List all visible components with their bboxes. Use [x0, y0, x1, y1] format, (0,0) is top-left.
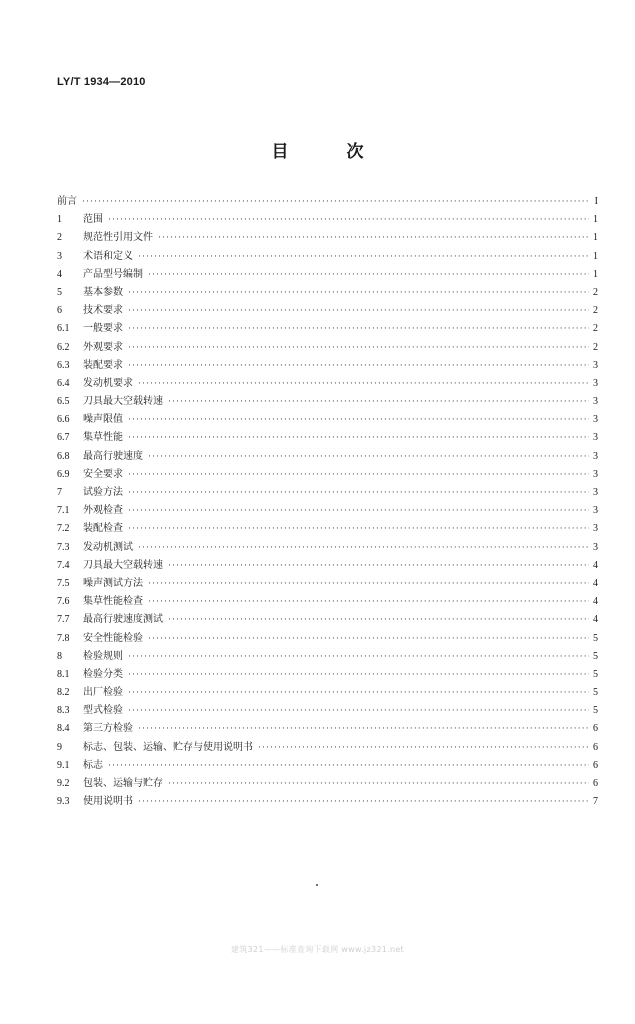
toc-entry-label: 刀具最大空载转速 [83, 396, 163, 408]
toc-entry-number: 6.1 [57, 323, 70, 335]
toc-entry-label: 安全要求 [83, 468, 123, 480]
toc-entry [57, 701, 598, 719]
toc-dot-leader [148, 574, 589, 592]
toc-entry [57, 592, 598, 610]
toc-entry-number: 9.3 [57, 796, 70, 808]
toc-entry [57, 356, 598, 374]
toc-entry-label: 检验分类 [83, 668, 123, 680]
toc-entry-number: 6.2 [57, 341, 70, 353]
toc-dot-leader [138, 792, 589, 810]
toc-entry-label: 装配要求 [83, 359, 123, 371]
toc-entry-page: 5 [593, 687, 598, 699]
toc-dot-leader [128, 356, 589, 374]
toc-entry [57, 319, 598, 337]
toc-dot-leader [128, 465, 589, 483]
toc-dot-leader [128, 338, 589, 356]
toc-entry [57, 228, 598, 246]
toc-entry-number: 7.7 [57, 614, 70, 626]
toc-entry [57, 719, 598, 737]
toc-entry-label: 外观要求 [83, 341, 123, 353]
toc-entry [57, 428, 598, 446]
toc-entry-page: 3 [593, 505, 598, 517]
scan-speck [316, 884, 318, 886]
toc-dot-leader [168, 556, 589, 574]
toc-entry-page: 4 [593, 577, 598, 589]
toc-dot-leader [128, 301, 589, 319]
toc-entry-label: 最高行驶速度测试 [83, 614, 163, 626]
toc-entry-number: 6.6 [57, 414, 70, 426]
toc-entry-page: 1 [593, 250, 598, 262]
toc-entry-label: 第三方检验 [83, 723, 133, 735]
toc-entry [57, 374, 598, 392]
toc-dot-leader [128, 410, 589, 428]
toc-dot-leader [128, 683, 589, 701]
toc-dot-leader [82, 192, 589, 210]
toc-entry-page: 3 [593, 396, 598, 408]
toc-dot-leader [168, 610, 589, 628]
toc-dot-leader [128, 283, 589, 301]
toc-entry-label: 包装、运输与贮存 [83, 778, 163, 789]
toc-entry-number: 9.2 [57, 778, 70, 789]
toc-entry-number: 6.4 [57, 377, 70, 389]
toc-entry-label: 标志、包装、运输、贮存与使用说明书 [83, 741, 253, 753]
toc-entry [57, 519, 598, 537]
toc-entry-label: 集草性能检查 [83, 596, 143, 608]
toc-entry-page: 1 [593, 214, 598, 226]
toc-entry-page: 3 [593, 487, 598, 498]
toc-entry-label: 外观检查 [83, 505, 123, 517]
toc-entry-label: 出厂检验 [83, 687, 123, 699]
toc-entry-number: 6 [57, 305, 62, 317]
toc-entry-number: 7.2 [57, 523, 70, 535]
toc-entry [57, 556, 598, 574]
toc-entry-page: 6 [593, 778, 598, 789]
toc-entry [57, 447, 598, 465]
toc-dot-leader [108, 756, 589, 774]
toc-entry-number: 6.5 [57, 396, 70, 408]
toc-entry-page: 5 [593, 632, 598, 644]
toc-entry-number: 6.8 [57, 450, 70, 462]
toc-dot-leader [128, 665, 589, 683]
toc-entry-page: 5 [593, 705, 598, 717]
toc-dot-leader [258, 738, 589, 756]
toc-entry-number: 7.1 [57, 505, 70, 517]
toc-entry-number: 9.1 [57, 759, 70, 771]
toc-entry [57, 683, 598, 701]
toc-entry [57, 210, 598, 228]
toc-entry [57, 738, 598, 756]
toc-dot-leader [128, 501, 589, 519]
toc-entry-label: 基本参数 [83, 286, 123, 298]
toc-entry-page: 3 [593, 377, 598, 389]
toc-entry-number: 4 [57, 268, 62, 280]
toc-entry-page: 3 [593, 468, 598, 480]
toc-entry-page: 2 [593, 305, 598, 317]
toc-entry [57, 756, 598, 774]
toc-entry-number: 7.8 [57, 632, 70, 644]
toc-entry [57, 410, 598, 428]
toc-entry-label: 检验规则 [83, 650, 123, 662]
toc-entry-page: 2 [593, 286, 598, 298]
toc-dot-leader [148, 592, 589, 610]
toc-entry-page: 5 [593, 650, 598, 662]
toc-dot-leader [128, 701, 589, 719]
toc-entry-page: 3 [593, 523, 598, 535]
toc-dot-leader [168, 774, 589, 792]
toc-entry-number: 6.7 [57, 432, 70, 444]
toc-entry-page: 4 [593, 596, 598, 608]
toc-entry-number: 8.1 [57, 668, 70, 680]
toc-entry-label: 技术要求 [83, 305, 123, 317]
toc-dot-leader [128, 519, 589, 537]
page-title: 目 次 [271, 142, 390, 162]
toc-entry-page: 2 [593, 323, 598, 335]
toc-entry-number: 5 [57, 286, 62, 298]
toc-entry-number: 8 [57, 650, 62, 662]
toc-entry [57, 265, 598, 283]
toc-entry [57, 665, 598, 683]
toc-entry-page: 2 [593, 341, 598, 353]
toc-dot-leader [138, 374, 589, 392]
toc-entry-number: 6.3 [57, 359, 70, 371]
toc-dot-leader [108, 210, 589, 228]
toc-entry-label: 发动机测试 [83, 541, 133, 553]
toc-entry-page: 7 [593, 796, 598, 808]
toc-dot-leader [148, 447, 589, 465]
toc-entry-number: 1 [57, 214, 62, 226]
toc-entry-number: 8.2 [57, 687, 70, 699]
toc-entry-label: 安全性能检验 [83, 632, 143, 644]
toc-entry-page: 3 [593, 541, 598, 553]
toc-dot-leader [128, 428, 589, 446]
toc-entry-label: 型式检验 [83, 705, 123, 717]
toc-entry-number: 8.4 [57, 723, 70, 735]
toc-entry [57, 192, 598, 210]
toc-entry [57, 629, 598, 647]
standard-number: LY/T 1934—2010 [57, 76, 146, 88]
toc-dot-leader [168, 392, 589, 410]
table-of-contents [57, 192, 598, 810]
toc-entry-label: 使用说明书 [83, 796, 133, 808]
toc-entry-page: 4 [593, 559, 598, 571]
toc-dot-leader [138, 247, 589, 265]
toc-entry-number: 3 [57, 250, 62, 262]
toc-entry-label: 集草性能 [83, 432, 123, 444]
toc-entry [57, 610, 598, 628]
toc-entry-number: 7.4 [57, 559, 70, 571]
toc-entry-number: 8.3 [57, 705, 70, 717]
toc-entry [57, 574, 598, 592]
toc-entry [57, 501, 598, 519]
toc-dot-leader [158, 228, 589, 246]
toc-entry [57, 283, 598, 301]
toc-entry-label: 试验方法 [83, 487, 123, 498]
toc-entry-page: 5 [593, 668, 598, 680]
toc-dot-leader [138, 538, 589, 556]
toc-entry-page: 3 [593, 414, 598, 426]
toc-entry-label: 一般要求 [83, 323, 123, 335]
toc-entry-label: 产品型号编制 [83, 268, 143, 280]
toc-entry [57, 247, 598, 265]
toc-entry-page: 1 [593, 232, 598, 244]
toc-entry-page: 1 [593, 268, 598, 280]
toc-entry-number: 7.5 [57, 577, 70, 589]
toc-entry-number: 9 [57, 741, 62, 753]
toc-entry-page: 3 [593, 359, 598, 371]
toc-entry-page: 3 [593, 432, 598, 444]
toc-entry-number: 7.6 [57, 596, 70, 608]
toc-entry-number: 7 [57, 487, 62, 498]
footer-watermark: 建筑321——标准查询下载网 www.jz321.net [230, 945, 404, 954]
toc-entry-label: 规范性引用文件 [83, 232, 153, 244]
toc-entry-label: 前言 [57, 196, 77, 207]
toc-entry-label: 发动机要求 [83, 377, 133, 389]
toc-entry [57, 392, 598, 410]
toc-entry [57, 483, 598, 501]
toc-entry-page: 6 [593, 741, 598, 753]
toc-entry-label: 刀具最大空载转速 [83, 559, 163, 571]
toc-entry [57, 792, 598, 810]
toc-entry-number: 6.9 [57, 468, 70, 480]
toc-dot-leader [148, 629, 589, 647]
toc-entry [57, 338, 598, 356]
toc-dot-leader [128, 319, 589, 337]
toc-entry-label: 噪声限值 [83, 414, 123, 426]
toc-dot-leader [138, 719, 589, 737]
toc-entry-label: 装配检查 [83, 523, 123, 535]
toc-entry-page: 3 [593, 450, 598, 462]
toc-entry-page: 6 [593, 723, 598, 735]
toc-entry-label: 范围 [83, 214, 103, 226]
toc-entry-label: 噪声测试方法 [83, 577, 143, 589]
toc-entry [57, 774, 598, 792]
toc-dot-leader [148, 265, 589, 283]
toc-entry-label: 术语和定义 [83, 250, 133, 262]
toc-entry-page: 4 [593, 614, 598, 626]
toc-entry [57, 465, 598, 483]
toc-entry-page: 6 [593, 759, 598, 771]
toc-dot-leader [128, 647, 589, 665]
toc-dot-leader [128, 483, 589, 501]
toc-entry [57, 538, 598, 556]
toc-entry-label: 最高行驶速度 [83, 450, 143, 462]
toc-entry-number: 7.3 [57, 541, 70, 553]
toc-entry [57, 301, 598, 319]
toc-entry [57, 647, 598, 665]
toc-entry-page: I [594, 196, 598, 207]
toc-entry-number: 2 [57, 232, 62, 244]
toc-entry-label: 标志 [83, 759, 103, 771]
